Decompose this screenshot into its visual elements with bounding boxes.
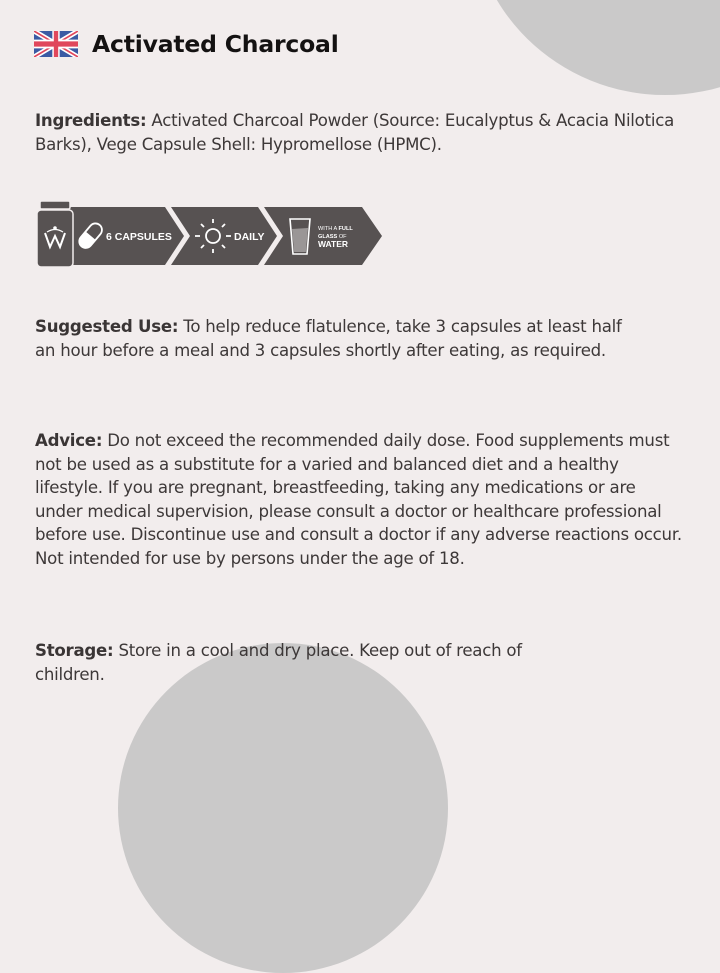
- advice-label: Advice:: [35, 431, 103, 450]
- daily-label: DAILY: [234, 231, 265, 243]
- storage-section: [35, 639, 575, 686]
- water-line-3: WATER: [318, 239, 349, 249]
- page-title: Activated Charcoal: [92, 30, 339, 58]
- capsules-label: 6 CAPSULES: [106, 231, 172, 243]
- supplement-jar-icon: [37, 201, 73, 267]
- water-line-1: WITH A FULL: [318, 226, 353, 232]
- ingredients-section: [35, 109, 685, 156]
- ingredients-text: Activated Charcoal Powder (Source: Eucalyptus & Acacia Nilotica Barks), Vege Capsule Shell: Hypromellose (HPMC).: [35, 111, 674, 154]
- suggested-use-section: [35, 315, 625, 362]
- ingredients-label: Ingredients:: [35, 111, 147, 130]
- dosage-banner: [34, 199, 394, 271]
- suggested-use-label: Suggested Use:: [35, 317, 179, 336]
- water-line-2: GLASS OF: [318, 234, 347, 240]
- product-header: [34, 30, 339, 58]
- storage-label: Storage:: [35, 641, 114, 660]
- uk-flag-icon: [34, 31, 78, 57]
- storage-text: Store in a cool and dry place. Keep out of reach of children.: [35, 641, 522, 684]
- suggested-use-text: To help reduce flatulence, take 3 capsules at least half an hour before a meal and 3 capsules shortly after eating, as required.: [35, 317, 622, 360]
- advice-text: Do not exceed the recommended daily dose. Food supplements must not be used as a substitute for a varied and balanced diet and a healthy lifestyle. If you are pregnant, breastfeeding, taking any medications or are under medical supervision, please consult a doctor or healthcare professional before use. Discontinue use and consult a doctor if any adverse reactions occur. Not intended for use by persons under the age of 18.: [35, 431, 682, 568]
- advice-section: [35, 429, 685, 570]
